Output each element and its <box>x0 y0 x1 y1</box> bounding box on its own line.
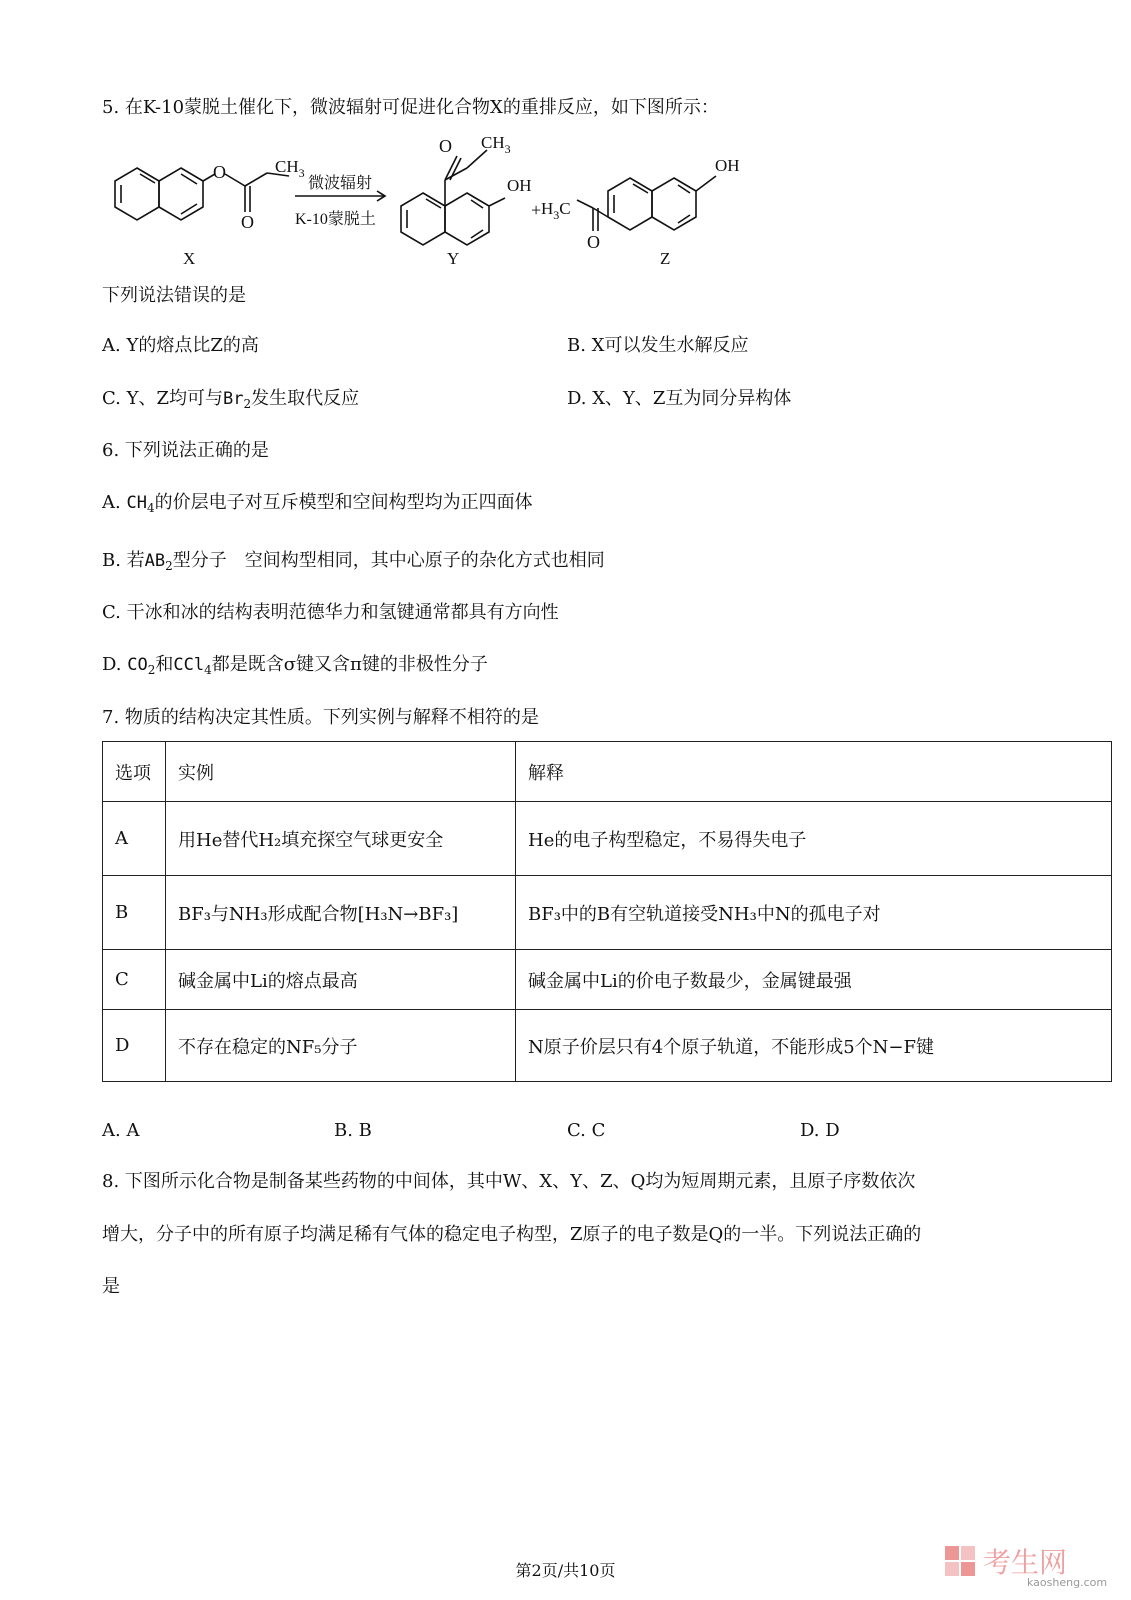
q5-option-a: A. Y的熔点比Z的高 <box>102 335 259 356</box>
q8-line-1: 8. 下图所示化合物是制备某些药物的中间体，其中W、X、Y、Z、Q均为短周期元素，且原子序数依次 <box>102 1171 916 1192</box>
table-cell-option: D <box>103 1010 166 1082</box>
svg-text:H3C: $H_3C$ <box>541 199 571 222</box>
q8-line-2: 增大，分子中的所有原子均满足稀有气体的稳定电子构型，Z原子的电子数是Q的一半。下列说法正确的 <box>102 1224 922 1245</box>
q6-option-a: A. $CH_4$的价层电子对互斥模型和空间构型均为正四面体 <box>102 492 533 515</box>
svg-text:O: O <box>587 232 600 252</box>
table-row <box>103 876 1112 950</box>
table-row <box>103 1010 1112 1082</box>
watermark-url: kaosheng.com <box>1027 1576 1108 1589</box>
table-cell-reason: 碱金属中Li的价电子数最少，金属键最强 <box>516 950 1112 1010</box>
q7-choice-b: B. B <box>334 1120 372 1141</box>
y-oh: OH <box>507 176 532 195</box>
table-header: 选项 <box>103 742 166 802</box>
table-header: 实例 <box>166 742 516 802</box>
q7-stem: 7. 物质的结构决定其性质。下列实例与解释不相符的是 <box>102 707 539 728</box>
q7-choice-c: C. C <box>567 1120 606 1141</box>
arrow-bottom-label: K-10蒙脱土 <box>295 211 376 228</box>
table-row <box>103 802 1112 876</box>
q5-stem: 5. 在K-10蒙脱土催化下，微波辐射可促进化合物X的重排反应，如下图所示： <box>102 97 719 118</box>
q7-choice-a: A. A <box>102 1120 140 1141</box>
q7-choice-d: D. D <box>800 1120 840 1141</box>
q6-option-b: B. 若$AB_2$型分子 空间构型相同，其中心原子的杂化方式也相同 <box>102 550 605 573</box>
plus-sign: + <box>531 200 542 220</box>
reaction-scheme <box>95 128 795 273</box>
q5-option-c: C. Y、Z均可与$Br_2$发生取代反应 <box>102 388 360 411</box>
q8-line-3: 是 <box>102 1276 120 1297</box>
q6-option-c: C. 干冰和冰的结构表明范德华力和氢键通常都具有方向性 <box>102 602 559 623</box>
q5-option-d: D. X、Y、Z互为同分异构体 <box>567 388 792 409</box>
label-y: Y <box>447 249 460 268</box>
svg-text:CH3: $CH_3$ <box>481 133 511 156</box>
q7-table <box>102 741 1112 1082</box>
svg-text:O: O <box>241 212 254 232</box>
q5-option-b: B. X可以发生水解反应 <box>567 335 749 356</box>
table-header: 解释 <box>516 742 1112 802</box>
label-x: X <box>183 249 196 268</box>
table-cell-reason: BF₃中的B有空轨道接受NH₃中N的孤电子对 <box>516 876 1112 950</box>
label-z: Z <box>660 249 671 268</box>
arrow-top-label: 微波辐射 <box>308 175 373 192</box>
svg-text:O: O <box>439 136 452 156</box>
q6-option-d: D. $CO_2$和CCl$_4$都是既含σ键又含π键的非极性分子 <box>102 654 488 677</box>
x-ch3: CH <box>275 157 299 176</box>
table-header-row <box>103 742 1112 802</box>
table-cell-example: 不存在稳定的NF₅分子 <box>166 1010 516 1082</box>
table-cell-reason: He的电子构型稳定，不易得失电子 <box>516 802 1112 876</box>
table-cell-option: C <box>103 950 166 1010</box>
page-footer: 第2页/共10页 <box>515 1561 616 1580</box>
table-cell-example: BF₃与NH₃形成配合物[H₃N→BF₃] <box>166 876 516 950</box>
table-cell-example: 用He替代H₂填充探空气球更安全 <box>166 802 516 876</box>
watermark-name: 考生网 <box>983 1546 1068 1579</box>
table-cell-option: A <box>103 802 166 876</box>
q5-ask: 下列说法错误的是 <box>102 285 246 306</box>
table-cell-option: B <box>103 876 166 950</box>
svg-text:CH3: $CH_3$ <box>275 157 305 180</box>
table-row <box>103 950 1112 1010</box>
svg-text:O: O <box>213 162 226 182</box>
table-cell-reason: N原子价层只有4个原子轨道，不能形成5个N−F键 <box>516 1010 1112 1082</box>
watermark-logo <box>943 1540 1113 1590</box>
z-oh: OH <box>715 156 740 175</box>
q6-stem: 6. 下列说法正确的是 <box>102 440 269 461</box>
table-cell-example: 碱金属中Li的熔点最高 <box>166 950 516 1010</box>
